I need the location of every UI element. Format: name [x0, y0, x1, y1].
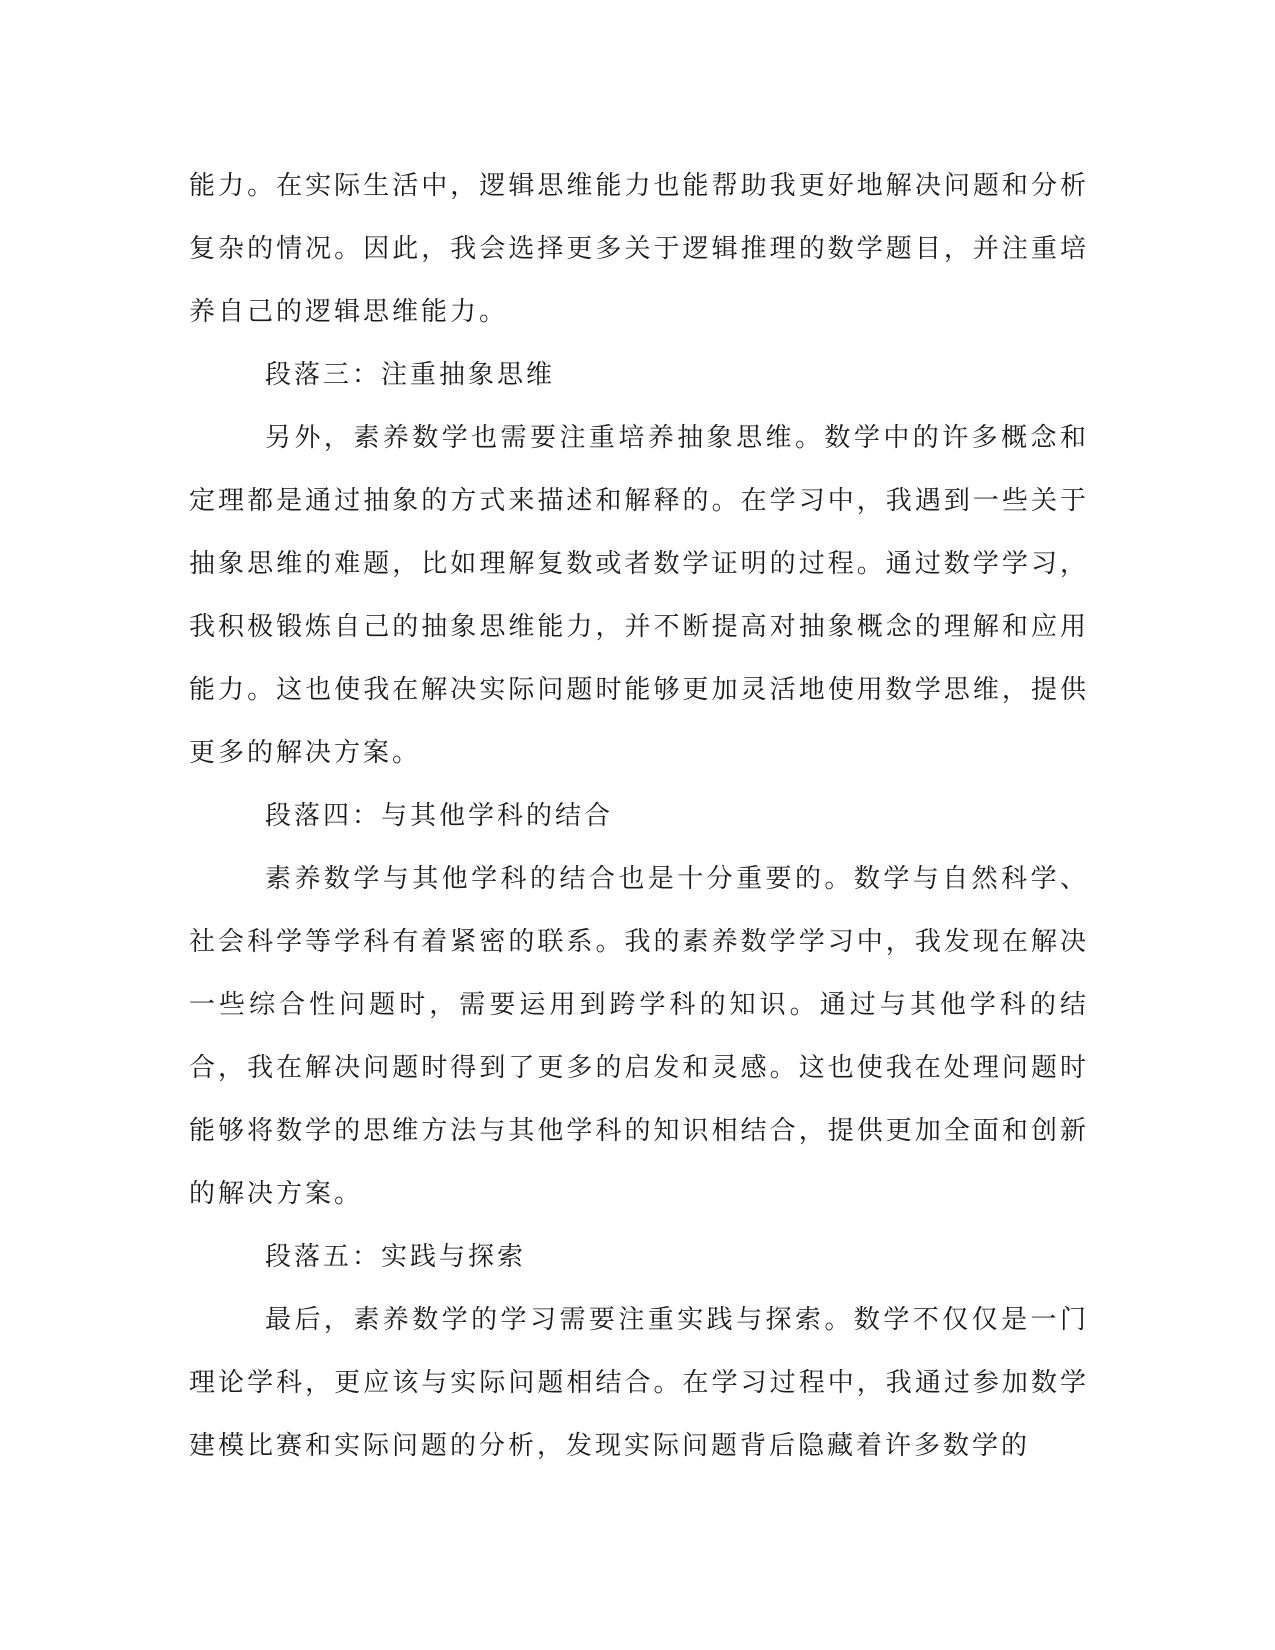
section-heading-3: 段落三：注重抽象思维	[265, 360, 556, 390]
document-body	[189, 155, 1089, 1478]
paragraph-interdisciplinary: 素养数学与其他学科的结合也是十分重要的。数学与自然科学、社会科学等学科有着紧密的联系。我的素养数学学习中，我发现在解决一些综合性问题时，需要运用到跨学科的知识。通过与其他学科的结合，我在解决问题时得到了更多的启发和灵感。这也使我在处理问题时能够将数学的思维方法与其他学科的知识相结合，提供更加全面和创新的解决方案。	[189, 864, 1089, 1209]
paragraph-practice-exploration: 最后，素养数学的学习需要注重实践与探索。数学不仅仅是一门理论学科，更应该与实际问题相结合。在学习过程中，我通过参加数学建模比赛和实际问题的分析，发现实际问题背后隐藏着许多数学的	[189, 1305, 1089, 1461]
paragraph-abstract-thinking: 另外，素养数学也需要注重培养抽象思维。数学中的许多概念和定理都是通过抽象的方式来描述和解释的。在学习中，我遇到一些关于抽象思维的难题，比如理解复数或者数学证明的过程。通过数学学习，我积极锻炼自己的抽象思维能力，并不断提高对抽象概念的理解和应用能力。这也使我在解决实际问题时能够更加灵活地使用数学思维，提供更多的解决方案。	[189, 423, 1089, 768]
paragraph-continuation: 能力。在实际生活中，逻辑思维能力也能帮助我更好地解决问题和分析复杂的情况。因此，我会选择更多关于逻辑推理的数学题目，并注重培养自己的逻辑思维能力。	[189, 171, 1089, 327]
section-heading-4: 段落四：与其他学科的结合	[265, 801, 614, 831]
section-heading-5: 段落五：实践与探索	[265, 1242, 527, 1272]
